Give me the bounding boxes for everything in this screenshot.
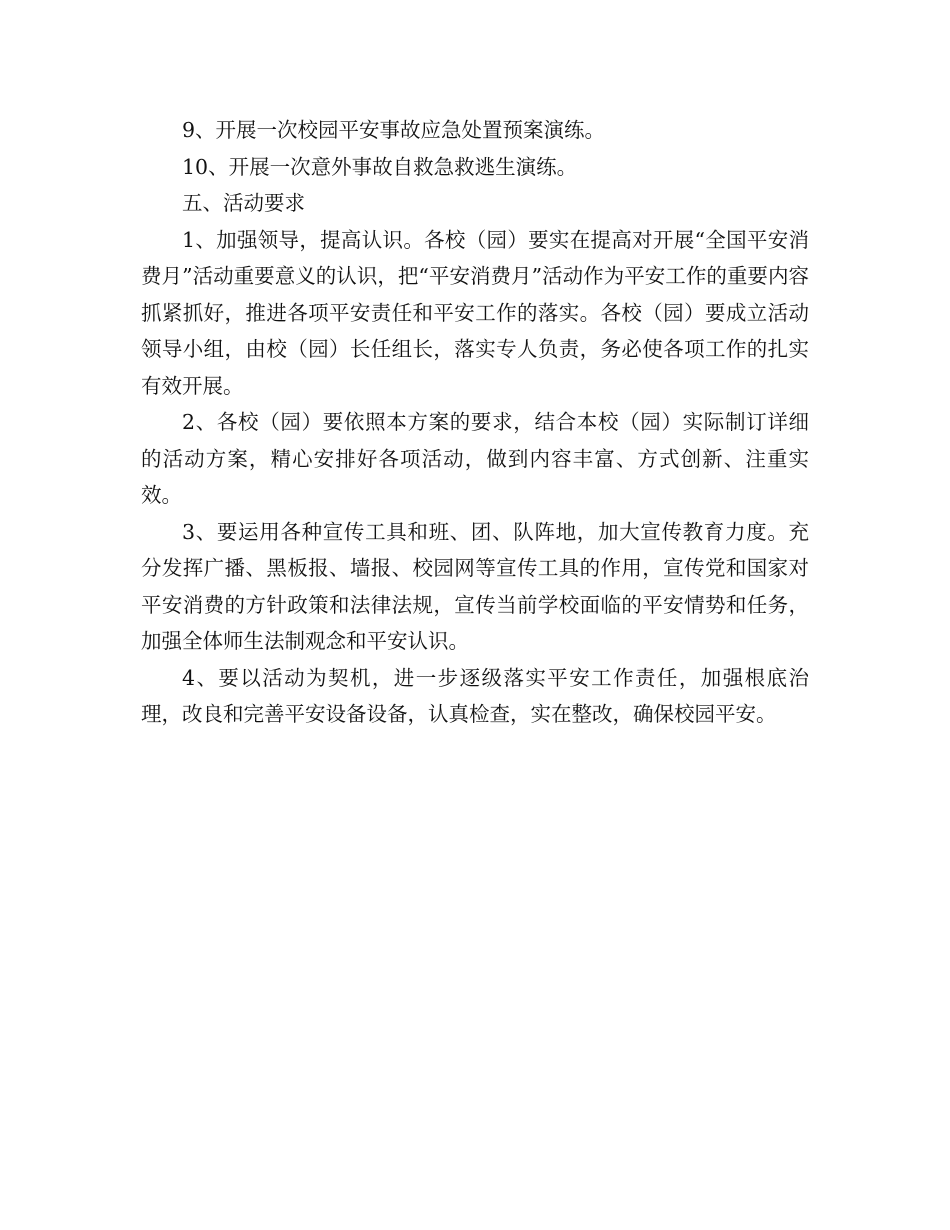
document-body: [141, 112, 809, 733]
requirement-paragraph-4: 4、要以活动为契机，进一步逐级落实平安工作责任，加强根底治理，改良和完善平安设备设备，认真检查，实在整改，确保校园平安。: [141, 665, 809, 726]
requirement-paragraph-1: 1、加强领导，提高认识。各校（园）要实在提高对开展“全国平安消费月”活动重要意义的认识，把“平安消费月”活动作为平安工作的重要内容抓紧抓好，推进各项平安责任和平安工作的落实。各校（园）要成立活动领导小组，由校（园）长任组长，落实专人负责，务必使各项工作的扎实有效开展。: [141, 227, 809, 398]
requirement-paragraph-3: 3、要运用各种宣传工具和班、团、队阵地，加大宣传教育力度。充分发挥广播、黑板报、墙报、校园网等宣传工具的作用，宣传党和国家对平安消费的方针政策和法律法规，宣传当前学校面临的平安情势和任务，加强全体师生法制观念和平安认识。: [141, 519, 809, 653]
section-heading-requirements: 五、活动要求: [182, 191, 305, 215]
list-item-drill-escape: 10、开展一次意外事故自救急救逃生演练。: [182, 154, 578, 179]
list-item-drill-emergency: 9、开展一次校园平安事故应急处置预案演练。: [182, 118, 606, 142]
requirement-paragraph-2: 2、各校（园）要依照本方案的要求，结合本校（园）实际制订详细的活动方案，精心安排好各项活动，做到内容丰富、方式创新、注重实效。: [141, 410, 809, 507]
